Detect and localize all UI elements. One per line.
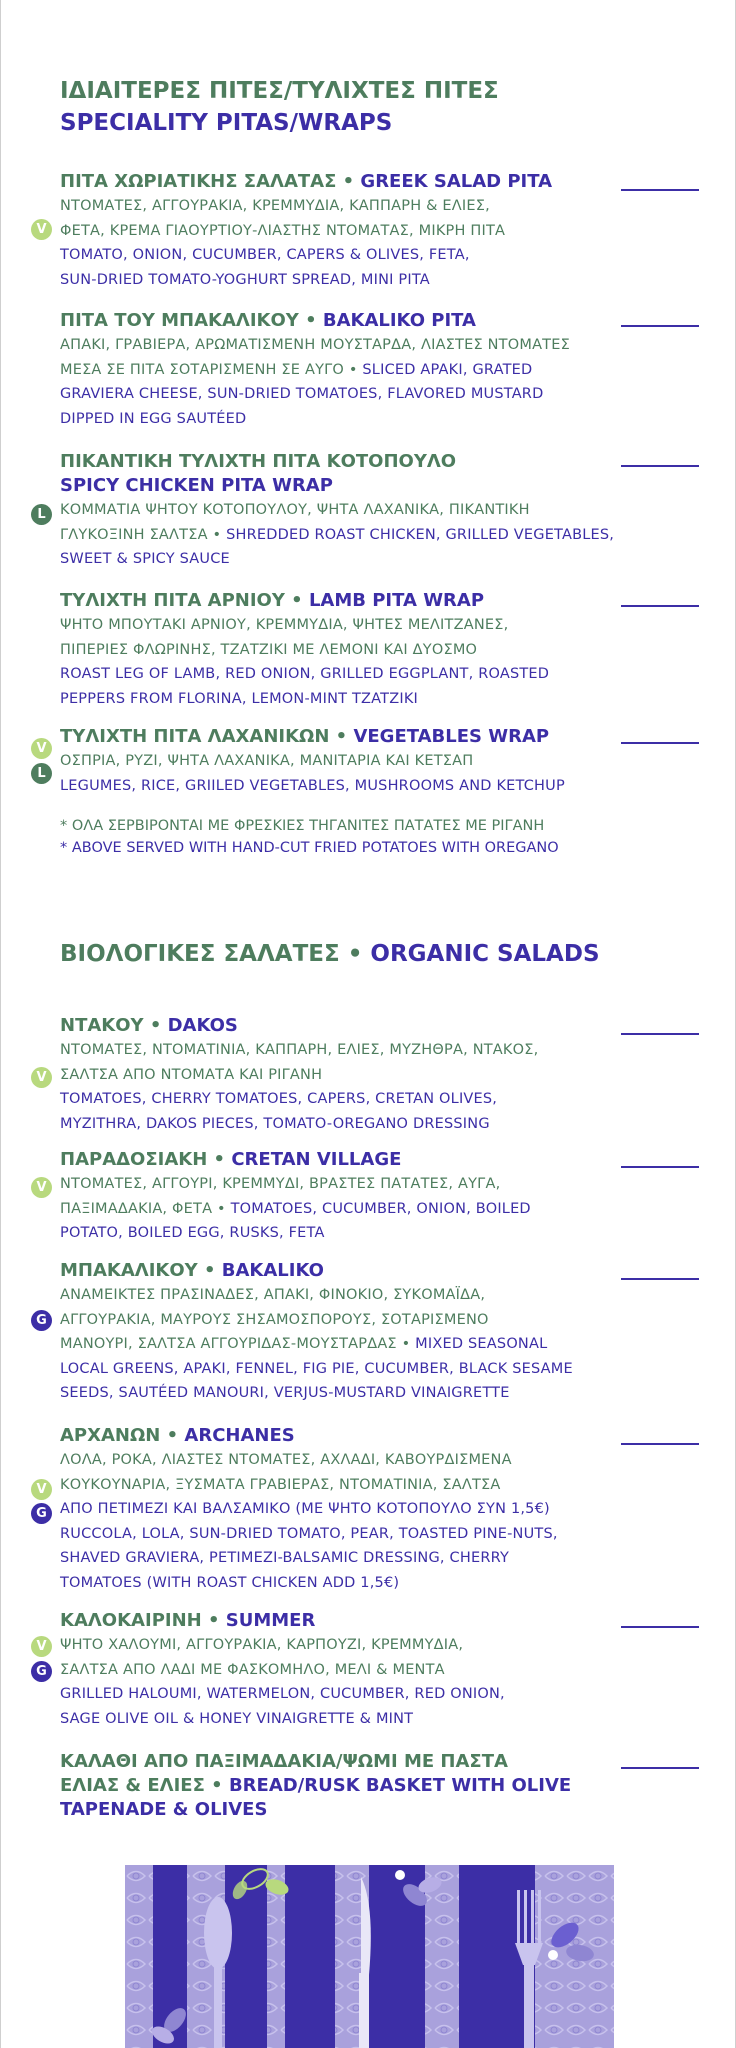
- lactose-badge-icon: L: [31, 763, 52, 784]
- item-desc-english: RUCCOLA, LOLA, SUN-DRIED TOMATO, PEAR, TOASTED PINE-NUTS,: [60, 1525, 558, 1542]
- menu-item-greek-salad-pita: [60, 170, 660, 292]
- item-title-english: SPICY CHICKEN PITA WRAP: [60, 475, 333, 496]
- item-desc-english: SWEET & SPICY SAUCE: [60, 551, 230, 567]
- item-title-english: SUMMER: [225, 1610, 316, 1631]
- menu-item-spicy-chicken-wrap: [60, 450, 660, 572]
- item-title-greek: ΠΙΤΑ ΤΟΥ ΜΠΑΚΑΛΙΚΟΥ •: [60, 310, 323, 331]
- item-title-greek: ΠΙΤΑ ΧΩΡΙΑΤΙΚΗΣ ΣΑΛΑΤΑΣ •: [60, 171, 361, 192]
- item-desc-english: GRAVIERA CHEESE, SUN-DRIED TOMATOES, FLAVORED MUSTARD: [60, 386, 544, 402]
- cutlery-banner: [125, 1865, 614, 2048]
- item-desc-greek: ΣΑΛΤΣΑ ΑΠΟ ΝΤΟΜΑΤΑ ΚΑΙ ΡΙΓΑΝΗ: [60, 1066, 323, 1083]
- item-desc-greek: ΚΟΥΚΟΥΝΑΡΙΑ, ΞΥΣΜΑΤΑ ΓΡΑΒΙΕΡΑΣ, ΝΤΟΜΑΤΙΝΙΑ, ΣΑΛΤΣΑ: [60, 1476, 501, 1493]
- item-title-english: LAMB PITA WRAP: [308, 590, 485, 611]
- item-title-english: GREEK SALAD PITA: [360, 171, 553, 192]
- item-desc-greek: ΝΤΟΜΑΤΕΣ, ΑΓΓΟΥΡΑΚΙΑ, ΚΡΕΜΜΥΔΙΑ, ΚΑΠΠΑΡΗ & ΕΛΙΕΣ,: [60, 198, 490, 214]
- salads-title-greek: ΒΙΟΛΟΓΙΚΕΣ ΣΑΛΑΤΕΣ •: [60, 941, 371, 967]
- served-with-note-greek: * ΟΛΑ ΣΕΡΒΙΡΟΝΤΑΙ ΜΕ ΦΡΕΣΚΙΕΣ ΤΗΓΑΝΙΤΕΣ ΠΑΤΑΤΕΣ ΜΕ ΡΙΓΑΝΗ: [60, 818, 545, 834]
- menu-item-bakaliko-pita: [60, 309, 660, 431]
- item-desc-greek: ΛΟΛΑ, ΡΟΚΑ, ΛΙΑΣΤΕΣ ΝΤΟΜΑΤΕΣ, ΑΧΛΑΔΙ, ΚΑΒΟΥΡΔΙΣΜΕΝΑ: [60, 1452, 512, 1468]
- item-desc-greek: ΝΤΟΜΑΤΕΣ, ΑΓΓΟΥΡΙ, ΚΡΕΜΜΥΔΙ, ΒΡΑΣΤΕΣ ΠΑΤΑΤΕΣ, ΑΥΓΑ,: [60, 1176, 501, 1192]
- item-desc-greek: ΝΤΟΜΑΤΕΣ, ΝΤΟΜΑΤΙΝΙΑ, ΚΑΠΠΑΡΗ, ΕΛΙΕΣ, ΜΥΖΗΘΡΑ, ΝΤΑΚΟΣ,: [60, 1042, 539, 1058]
- cutlery-illustration: [125, 1865, 614, 2048]
- item-title-english: VEGETABLES WRAP: [353, 726, 550, 747]
- item-desc-greek: ΜΕΣΑ ΣΕ ΠΙΤΑ ΣΟΤΑΡΙΣΜΕΝΗ ΣΕ ΑΥΓΟ •: [60, 361, 363, 378]
- item-desc-greek: ΑΠΟ ΠΕΤΙΜΕΖΙ ΚΑΙ ΒΑΛΣΑΜΙΚΟ (ΜΕ ΨΗΤΟ ΚΟΤΟΠΟΥΛΟ ΣΥΝ 1,5€): [60, 1501, 550, 1517]
- item-title-greek: ΤΥΛΙΧΤΗ ΠΙΤΑ ΛΑΧΑΝΙΚΩΝ •: [60, 726, 354, 747]
- item-title-english: BAKALIKO PITA: [322, 310, 476, 331]
- item-desc-english: LEGUMES, RICE, GRIILED VEGETABLES, MUSHROOMS AND KETCHUP: [60, 777, 565, 794]
- item-desc-english: TOMATOES, CHERRY TOMATOES, CAPERS, CRETAN OLIVES,: [60, 1091, 498, 1107]
- vegetarian-badge-icon: V: [31, 219, 52, 240]
- item-desc-greek: ΨΗΤΟ ΧΑΛΟΥΜΙ, ΑΓΓΟΥΡΑΚΙΑ, ΚΑΡΠΟΥΖΙ, ΚΡΕΜΜΥΔΙΑ,: [60, 1637, 464, 1653]
- menu-item-vegetables-wrap: [60, 725, 660, 798]
- item-desc-greek: ΚΟΜΜΑΤΙΑ ΨΗΤΟΥ ΚΟΤΟΠΟΥΛΟΥ, ΨΗΤΑ ΛΑΧΑΝΙΚΑ, ΠΙΚΑΝΤΙΚΗ: [60, 502, 530, 518]
- item-desc-english: MYZITHRA, DAKOS PIECES, TOMATO-OREGANO DRESSING: [60, 1115, 490, 1132]
- item-desc-english: TOMATOES, CUCUMBER, ONION, BOILED: [230, 1200, 531, 1217]
- item-desc-english: SHAVED GRAVIERA, PETIMEZI-BALSAMIC DRESSING, CHERRY: [60, 1550, 510, 1566]
- vegetarian-badge-icon: V: [31, 1067, 52, 1088]
- item-title-english: DAKOS: [167, 1015, 238, 1036]
- item-desc-english: ROAST LEG OF LAMB, RED ONION, GRILLED EGGPLANT, ROASTED: [60, 666, 550, 682]
- item-title-greek: ΚΑΛΑΘΙ ΑΠΟ ΠΑΞΙΜΑΔΑΚΙΑ/ΨΩΜΙ ΜΕ ΠΑΣΤΑ: [60, 1751, 508, 1772]
- lactose-badge-icon: L: [31, 504, 52, 525]
- item-title-greek: ΕΛΙΑΣ & ΕΛΙΕΣ •: [60, 1775, 229, 1796]
- item-title-english: CRETAN VILLAGE: [231, 1149, 402, 1170]
- menu-item-archanes: [60, 1424, 660, 1595]
- item-desc-greek: ΦΕΤΑ, ΚΡΕΜΑ ΓΙΑΟΥΡΤΙΟΥ-ΛΙΑΣΤΗΣ ΝΤΟΜΑΤΑΣ, ΜΙΚΡΗ ΠΙΤΑ: [60, 222, 506, 239]
- item-desc-greek: ΑΝΑΜΕΙΚΤΕΣ ΠΡΑΣΙΝΑΔΕΣ, ΑΠΑΚΙ, ΦΙΝΟΚΙΟ, ΣΥΚΟΜΑΪΔΑ,: [60, 1287, 486, 1303]
- vegetarian-badge-icon: V: [31, 1479, 52, 1500]
- wraps-title-greek: ΙΔΙΑΙΤΕΡΕΣ ΠΙΤΕΣ/ΤΥΛΙΧΤΕΣ ΠΙΤΕΣ: [60, 78, 499, 104]
- gluten-badge-icon: G: [31, 1310, 52, 1331]
- item-title-english: BAKALIKO: [221, 1260, 324, 1281]
- item-title-greek: ΜΠΑΚΑΛΙΚΟΥ •: [60, 1260, 222, 1281]
- item-title-greek: ΚΑΛΟΚΑΙΡΙΝΗ •: [60, 1610, 226, 1631]
- item-desc-greek: ΜΑΝΟΥΡΙ, ΣΑΛΤΣΑ ΑΓΓΟΥΡΙΔΑΣ-ΜΟΥΣΤΑΡΔΑΣ •: [60, 1336, 416, 1352]
- vegetarian-badge-icon: V: [31, 738, 52, 759]
- item-desc-english: SHREDDED ROAST CHICKEN, GRILLED VEGETABLES,: [226, 526, 615, 543]
- item-desc-english: DIPPED IN EGG SAUTÉED: [60, 410, 247, 427]
- menu-item-summer: [60, 1609, 660, 1731]
- vegetarian-badge-icon: V: [31, 1636, 52, 1657]
- gluten-badge-icon: G: [31, 1661, 52, 1682]
- item-desc-greek: ΣΑΛΤΣΑ ΑΠΟ ΛΑΔΙ ΜΕ ΦΑΣΚΟΜΗΛΟ, ΜΕΛΙ & ΜΕΝΤΑ: [60, 1661, 445, 1678]
- menu-item-lamb-wrap: [60, 589, 660, 711]
- item-desc-english: SEEDS, SAUTÉED MANOURI, VERJUS-MUSTARD VINAIGRETTE: [60, 1385, 510, 1401]
- gluten-badge-icon: G: [31, 1503, 52, 1524]
- item-title-english: ARCHANES: [184, 1425, 295, 1446]
- wraps-title-english: SPECIALITY PITAS/WRAPS: [60, 110, 393, 136]
- menu-item-bread-basket: [60, 1750, 660, 1822]
- item-title-greek: ΤΥΛΙΧΤΗ ΠΙΤΑ ΑΡΝΙΟΥ •: [60, 590, 309, 611]
- menu-item-bakaliko-salad: [60, 1259, 660, 1406]
- item-desc-greek: ΑΓΓΟΥΡΑΚΙΑ, ΜΑΥΡΟΥΣ ΣΗΣΑΜΟΣΠΟΡΟΥΣ, ΣΟΤΑΡΙΣΜΕΝΟ: [60, 1311, 489, 1328]
- item-title-greek: ΑΡΧΑΝΩΝ •: [60, 1425, 185, 1446]
- salads-title-english: ORGANIC SALADS: [370, 941, 600, 967]
- salads-title: [60, 939, 600, 969]
- item-desc-english: TOMATOES (WITH ROAST CHICKEN ADD 1,5€): [60, 1574, 400, 1591]
- item-desc-greek: ΨΗΤΟ ΜΠΟΥΤΑΚΙ ΑΡΝΙΟΥ, ΚΡΕΜΜΥΔΙΑ, ΨΗΤΕΣ ΜΕΛΙΤΖΑΝΕΣ,: [60, 617, 509, 633]
- item-desc-english: SAGE OLIVE OIL & HONEY VINAIGRETTE & MINT: [60, 1710, 414, 1727]
- item-desc-greek: ΠΙΠΕΡΙΕΣ ΦΛΩΡΙΝΗΣ, ΤΖΑΤΖΙΚΙ ΜΕ ΛΕΜΟΝΙ ΚΑΙ ΔΥΟΣΜΟ: [60, 641, 478, 658]
- item-title-english: BREAD/RUSK BASKET WITH OLIVE: [228, 1775, 572, 1796]
- served-with-note-english: * ABOVE SERVED WITH HAND-CUT FRIED POTATOES WITH OREGANO: [60, 840, 559, 856]
- menu-item-dakos: [60, 1014, 660, 1136]
- item-desc-english: MIXED SEASONAL: [415, 1336, 548, 1352]
- item-desc-greek: ΓΛΥΚΟΞΙΝΗ ΣΑΛΤΣΑ •: [60, 526, 227, 543]
- item-title-greek: ΠΑΡΑΔΟΣΙΑΚΗ •: [60, 1149, 232, 1170]
- item-desc-english: POTATO, BOILED EGG, RUSKS, FETA: [60, 1225, 325, 1241]
- menu-item-cretan-village: [60, 1148, 660, 1246]
- item-title-greek: ΠΙΚΑΝΤΙΚΗ ΤΥΛΙΧΤΗ ΠΙΤΑ ΚΟΤΟΠΟΥΛΟ: [60, 451, 457, 472]
- item-desc-english: LOCAL GREENS, APAKI, FENNEL, FIG PIE, CUCUMBER, BLACK SESAME: [60, 1360, 573, 1377]
- item-desc-greek: ΠΑΞΙΜΑΔΑΚΙΑ, ΦΕΤΑ •: [60, 1200, 231, 1217]
- vegetarian-badge-icon: V: [31, 1177, 52, 1198]
- item-desc-greek: ΑΠΑΚΙ, ΓΡΑΒΙΕΡΑ, ΑΡΩΜΑΤΙΣΜΕΝΗ ΜΟΥΣΤΑΡΔΑ, ΛΙΑΣΤΕΣ ΝΤΟΜΑΤΕΣ: [60, 337, 570, 353]
- item-desc-english: GRILLED HALOUMI, WATERMELON, CUCUMBER, RED ONION,: [60, 1686, 505, 1702]
- item-desc-english: PEPPERS FROM FLORINA, LEMON-MINT TZATZIKI: [60, 690, 419, 707]
- item-desc-english: SUN-DRIED TOMATO-YOGHURT SPREAD, MINI PITA: [60, 271, 430, 288]
- item-title-english: TAPENADE & OLIVES: [60, 1799, 268, 1820]
- item-desc-english: SLICED APAKI, GRATED: [362, 361, 533, 378]
- item-desc-english: TOMATO, ONION, CUCUMBER, CAPERS & OLIVES, FETA,: [60, 247, 470, 263]
- item-title-greek: ΝΤΑΚΟΥ •: [60, 1015, 168, 1036]
- item-desc-greek: ΟΣΠΡΙΑ, ΡΥΖΙ, ΨΗΤΑ ΛΑΧΑΝΙΚΑ, ΜΑΝΙΤΑΡΙΑ ΚΑΙ ΚΕΤΣΑΠ: [60, 753, 474, 769]
